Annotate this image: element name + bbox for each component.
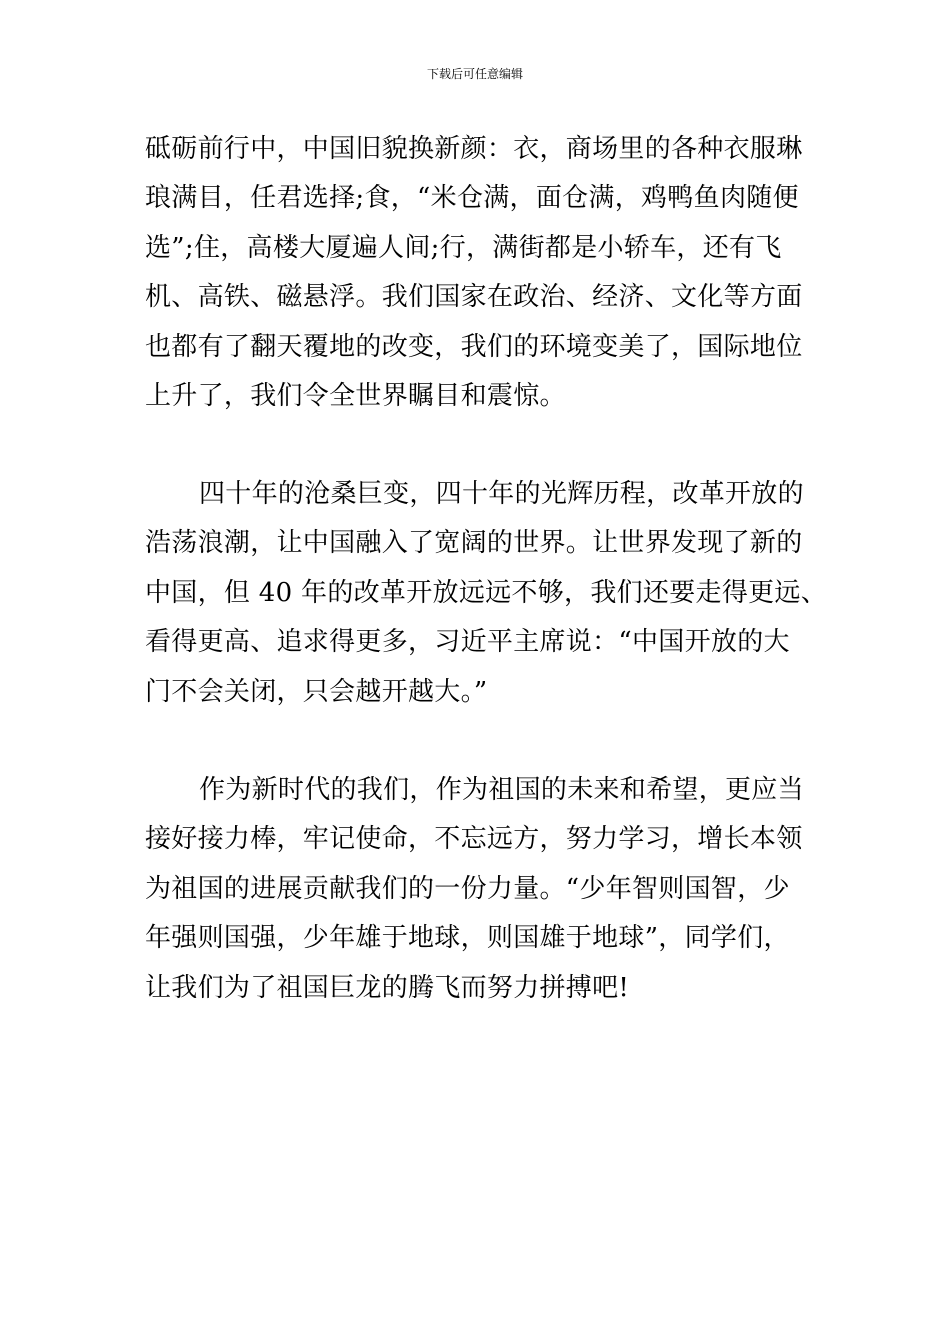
paragraph-2 bbox=[145, 470, 828, 717]
paragraph-3 bbox=[145, 766, 807, 1013]
paragraph-line: 选”;住，高楼大厦遍人间;行，满街都是小轿车，还有飞 bbox=[145, 232, 782, 263]
page-header: 下载后可任意编辑 bbox=[426, 67, 523, 81]
paragraph-line: 浩荡浪潮，让中国融入了宽阔的世界。让世界发现了新的 bbox=[145, 528, 803, 559]
paragraph-line: 机、高铁、磁悬浮。我们国家在政治、经济、文化等方面 bbox=[145, 282, 803, 313]
paragraph-line: 看得更高、追求得更多，习近平主席说：“中国开放的大 bbox=[145, 627, 790, 658]
paragraph-line: 年强则国强，少年雄于地球，则国雄于地球”，同学们， bbox=[145, 923, 790, 954]
paragraph-line: 砥砺前行中，中国旧貌换新颜：衣，商场里的各种衣服琳 bbox=[145, 134, 803, 164]
paragraph-line: 上升了，我们令全世界瞩目和震惊。 bbox=[145, 380, 566, 411]
paragraph-line: 中国，但 40 年的改革开放远远不够，我们还要走得更远、 bbox=[145, 577, 828, 608]
paragraph-line: 接好接力棒，牢记使命，不忘远方，努力学习，增长本领 bbox=[145, 824, 803, 855]
paragraph-line: 琅满目，任君选择;食，“米仓满，面仓满，鸡鸭鱼肉随便 bbox=[145, 183, 799, 214]
paragraph-line: 也都有了翻天覆地的改变，我们的环境变美了，国际地位 bbox=[145, 331, 803, 362]
paragraph-line: 门不会关闭，只会越开越大。” bbox=[145, 676, 488, 707]
paragraph-line: 四十年的沧桑巨变，四十年的光辉历程，改革开放的 bbox=[199, 479, 804, 509]
paragraph-line: 为祖国的进展贡献我们的一份力量。“少年智则国智，少 bbox=[145, 873, 790, 904]
paragraph-1 bbox=[145, 125, 807, 421]
paragraph-line: 让我们为了祖国巨龙的腾飞而努力拼搏吧! bbox=[145, 972, 630, 1003]
paragraph-line: 作为新时代的我们，作为祖国的未来和希望，更应当 bbox=[199, 775, 804, 805]
